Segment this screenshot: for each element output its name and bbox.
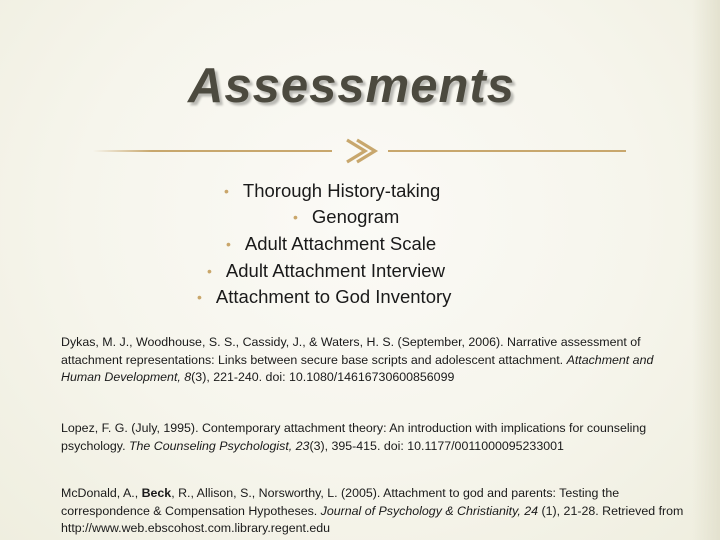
reference-text: Lopez, F. G. (July, 1995). Contemporary attachment theory: An introduction with implications for counseling psychology. <box>61 421 647 453</box>
bullet-icon: • <box>224 183 229 199</box>
fleur-ornament-icon <box>343 137 379 165</box>
bullet-icon: • <box>226 236 231 252</box>
list-item <box>207 258 445 285</box>
list-item-label: Adult Attachment Scale <box>244 233 437 254</box>
list-item-label: Thorough History-taking <box>242 180 441 201</box>
list-item <box>197 284 451 311</box>
reference-entry <box>61 420 691 455</box>
list-item-label: Attachment to God Inventory <box>215 286 452 307</box>
reference-journal: Journal of Psychology & Christianity, 24 <box>320 503 539 518</box>
bullet-icon: • <box>207 263 212 279</box>
edge-shade <box>692 0 720 540</box>
reference-author-bold: Beck <box>141 486 172 500</box>
list-item <box>226 231 436 258</box>
reference-entry <box>61 485 691 538</box>
reference-text: (3), 221-240. doi: 10.1080/14616730600856099 <box>191 370 455 384</box>
slide-title: Assessments <box>188 59 515 113</box>
reference-text: , R., Allison, S., Norsworthy, L. (2005). Attachment to god and parents: Testing the correspondence & Compensation Hypotheses. <box>61 486 620 518</box>
list-item <box>293 204 399 231</box>
bullet-icon: • <box>293 209 298 225</box>
divider-right <box>388 150 626 152</box>
reference-journal: Attachment and Human Development, 8 <box>61 352 654 384</box>
reference-journal: The Counseling Psychologist, 23 <box>128 438 310 453</box>
reference-text: (1), 21-28. Retrieved from http://www.web.ebscohost.com.library.regent.edu <box>61 503 684 535</box>
list-item-label: Genogram <box>311 206 400 227</box>
list-item <box>224 178 440 205</box>
reference-text: Dykas, M. J., Woodhouse, S. S., Cassidy, J., & Waters, H. S. (September, 2006). Narrative assessment of attachment representations: Links between secure base scripts and adolescent attachment. <box>61 335 641 367</box>
reference-text: McDonald, A., <box>61 486 142 500</box>
reference-entry <box>61 334 691 387</box>
bullet-icon: • <box>197 289 202 305</box>
list-item-label: Adult Attachment Interview <box>225 260 445 281</box>
divider-left-fade <box>92 150 152 152</box>
reference-text: (3), 395-415. doi: 10.1177/0011000095233001 <box>309 438 564 453</box>
